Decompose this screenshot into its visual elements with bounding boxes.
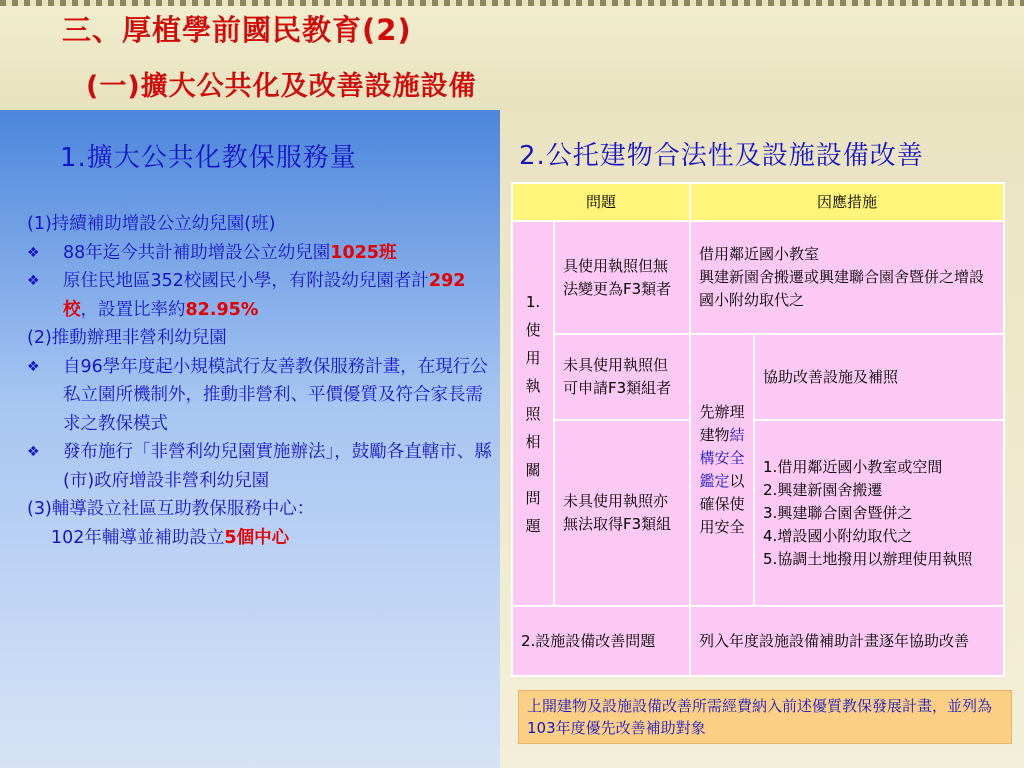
list-item: ❖ 88年迄今共計補助增設公立幼兒園1025班	[27, 239, 495, 268]
footnote-box: 上開建物及設施設備改善所需經費納入前述優質教保發展計畫，並列為103年度優先改善補助對象	[518, 690, 1012, 744]
decorative-stripe	[0, 0, 1024, 6]
diamond-bullet-icon: ❖	[27, 244, 40, 261]
list-item: ❖ 自96學年度起小規模試行友善教保服務計畫，在現行公私立園所機制外，推動非營利、平價優質及符合家長需求之教保模式	[27, 353, 495, 439]
problem-cell: 具使用執照但無法變更為F3類者	[554, 221, 690, 334]
diamond-bullet-icon: ❖	[27, 358, 40, 375]
section-1-heading: (1)持續補助增設公立幼兒園(班)	[27, 214, 276, 234]
measure-cell: 協助改善設施及補照	[754, 334, 1004, 420]
group-label-facility: 2.設施設備改善問題	[512, 606, 690, 676]
measure-cell: 列入年度設施設備補助計畫逐年協助改善	[690, 606, 1004, 676]
list-item: ❖ 原住民地區352校國民小學，有附設幼兒園者計292校，設置比率約82.95%	[27, 267, 495, 324]
diamond-bullet-icon: ❖	[27, 444, 40, 460]
table-row	[512, 221, 1004, 334]
table-row	[512, 420, 1004, 606]
slide-title: 三、厚植學前國民教育(2)	[62, 13, 412, 47]
problem-cell: 未具使用執照但可申請F3類組者	[554, 334, 690, 420]
left-content	[27, 210, 495, 552]
section-3-detail: 102年輔導並補助設立5個中心	[51, 527, 290, 548]
table-row	[512, 606, 1004, 676]
list-item: ❖ 發布施行「非營利幼兒園實施辦法」，鼓勵各直轄市、縣(市)政府增設非營利幼兒園	[27, 438, 495, 495]
measure-cell: 借用鄰近國小教室 興建新園舍搬遷或興建聯合園舍暨併之增設國小附幼取代之	[690, 221, 1004, 334]
group-label-license: 1.使用執照相關問題	[512, 221, 554, 606]
table-header-row	[512, 183, 1004, 221]
header-measure: 因應措施	[690, 183, 1004, 221]
section-2-heading: (2)推動辦理非營利幼兒園	[27, 328, 227, 348]
measure-cell: 1.借用鄰近國小教室或空間 2.興建新園舍搬遷 3.興建聯合園舍暨併之 4.增設國小附幼取代之 5.協調土地撥用以辦理使用執照	[754, 420, 1004, 606]
diamond-bullet-icon: ❖	[27, 273, 40, 289]
left-heading: 1.擴大公共化教保服務量	[60, 143, 357, 173]
slide-subtitle: (一)擴大公共化及改善設施設備	[86, 71, 477, 102]
section-3-heading: (3)輔導設立社區互助教保服務中心：	[27, 499, 315, 519]
measures-table	[511, 182, 1005, 677]
measure-cell-structural: 先辦理建物結構安全鑑定以確保使用安全	[690, 334, 754, 606]
problem-cell: 未具使用執照亦無法取得F3類組	[554, 420, 690, 606]
right-heading: 2.公托建物合法性及設施設備改善	[519, 141, 924, 171]
header-problem: 問題	[512, 183, 690, 221]
table-row	[512, 334, 1004, 420]
